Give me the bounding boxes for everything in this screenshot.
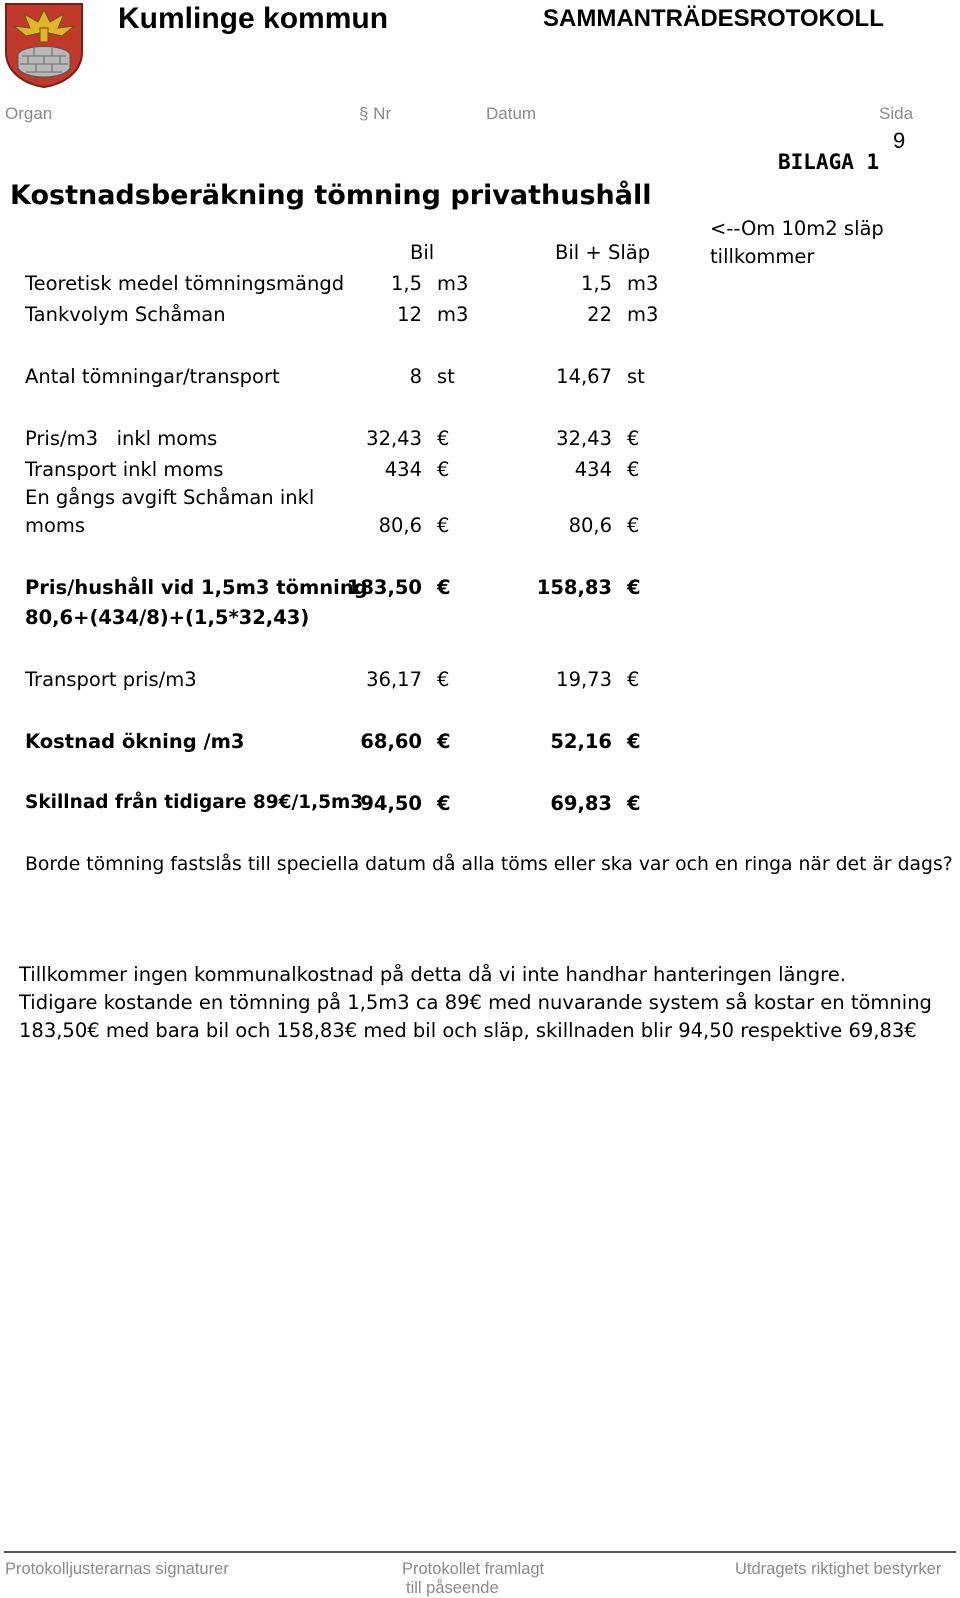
appendix-label: BILAGA 1: [778, 150, 880, 174]
row-value-bil: 36,17: [366, 668, 422, 691]
page-title: Kostnadsberäkning tömning privathushåll: [10, 180, 652, 211]
row-unit-slap: m3: [627, 272, 659, 295]
question-text: Borde tömning fastslås till speciella datum då alla töms eller ska var och en ringa när det är dags?: [25, 854, 953, 875]
footer-framlagt-line-2: till påseende: [406, 1579, 499, 1597]
row-value-slap: 434: [574, 458, 612, 481]
side-note-line-2: tillkommer: [710, 245, 815, 268]
footer-framlagt-line-1: Protokollet framlagt: [402, 1560, 545, 1578]
column-header-bil-slap: Bil + Släp: [555, 241, 651, 264]
row-unit-slap: m3: [627, 303, 659, 326]
row-unit-slap: €: [627, 458, 640, 481]
row-unit-bil: €: [437, 458, 450, 481]
row-label: Transport pris/m3: [25, 668, 197, 691]
row-label-line-2: moms: [25, 514, 86, 537]
row-value-bil: 94,50: [360, 792, 422, 815]
row-unit-slap: €: [627, 668, 640, 691]
row-unit-slap: €: [627, 730, 641, 753]
row-value-bil: 68,60: [360, 730, 422, 753]
row-label: Skillnad från tidigare 89€/1,5m3: [25, 792, 364, 813]
row-value-bil: 434: [384, 458, 422, 481]
row-label: Antal tömningar/transport: [25, 365, 280, 388]
municipal-coat-of-arms: [4, 2, 84, 88]
row-unit-slap: €: [627, 427, 640, 450]
row-unit-bil: €: [437, 514, 450, 537]
row-unit-bil: m3: [437, 272, 469, 295]
row-unit-bil: €: [437, 427, 450, 450]
row-value-slap: 52,16: [550, 730, 612, 753]
row-value-bil: 183,50: [346, 576, 422, 599]
header-label-nr: § Nr: [359, 104, 392, 123]
row-label: Kostnad ökning /m3: [25, 730, 245, 753]
paragraph-line-3: 183,50€ med bara bil och 158,83€ med bil och släp, skillnaden blir 94,50 respektive 69,83€: [19, 1019, 917, 1042]
row-value-bil: 80,6: [378, 514, 422, 537]
row-value-slap: 19,73: [556, 668, 612, 691]
footer-signatures: Protokolljusterarnas signaturer: [5, 1560, 229, 1578]
row-value-slap: 80,6: [568, 514, 612, 537]
row-value-slap: 22: [587, 303, 612, 326]
row-label-line-1: Pris/hushåll vid 1,5m3 tömning: [25, 576, 368, 599]
row-value-bil: 1,5: [390, 272, 422, 295]
column-header-bil: Bil: [410, 241, 435, 264]
footer-bestyrker: Utdragets riktighet bestyrker: [735, 1560, 942, 1578]
row-value-bil: 12: [397, 303, 422, 326]
row-label-line-2: 80,6+(434/8)+(1,5*32,43): [25, 606, 310, 629]
row-label-line-1: En gångs avgift Schåman inkl: [25, 486, 315, 509]
municipality-name: Kumlinge kommun: [118, 2, 389, 35]
row-label: Pris/m3 inkl moms: [25, 427, 218, 450]
row-unit-slap: st: [627, 365, 645, 388]
header-label-organ: Organ: [5, 104, 53, 123]
footer-framlagt: [402, 1560, 544, 1598]
page-number: 9: [893, 128, 906, 153]
paragraph-line-2: Tidigare kostande en tömning på 1,5m3 ca 89€ med nuvarande system så kostar en tömning: [19, 991, 932, 1014]
row-value-slap: 1,5: [580, 272, 612, 295]
header-label-sida: Sida: [879, 104, 914, 123]
row-label: Tankvolym Schåman: [25, 303, 226, 326]
row-unit-bil: st: [437, 365, 455, 388]
row-unit-bil: m3: [437, 303, 469, 326]
row-value-bil: 32,43: [366, 427, 422, 450]
header-label-datum: Datum: [486, 104, 537, 123]
side-note: [710, 215, 884, 271]
row-unit-bil: €: [437, 792, 451, 815]
row-value-slap: 158,83: [536, 576, 612, 599]
row-value-slap: 32,43: [556, 427, 612, 450]
row-unit-slap: €: [627, 576, 641, 599]
row-unit-slap: €: [627, 514, 640, 537]
side-note-line-1: <--Om 10m2 släp: [710, 217, 884, 240]
document-type: SAMMANTRÄDESROTOKOLL: [543, 5, 884, 32]
row-unit-slap: €: [627, 792, 641, 815]
paragraph-line-1: Tillkommer ingen kommunalkostnad på detta då vi inte handhar hanteringen längre.: [19, 963, 846, 986]
row-value-slap: 69,83: [550, 792, 612, 815]
row-label: Teoretisk medel tömningsmängd: [25, 272, 345, 295]
row-label: Transport inkl moms: [25, 458, 224, 481]
row-unit-bil: €: [437, 668, 450, 691]
row-unit-bil: €: [437, 576, 451, 599]
footer-divider: [4, 1551, 956, 1553]
row-unit-bil: €: [437, 730, 451, 753]
row-value-slap: 14,67: [556, 365, 612, 388]
row-value-bil: 8: [409, 365, 422, 388]
